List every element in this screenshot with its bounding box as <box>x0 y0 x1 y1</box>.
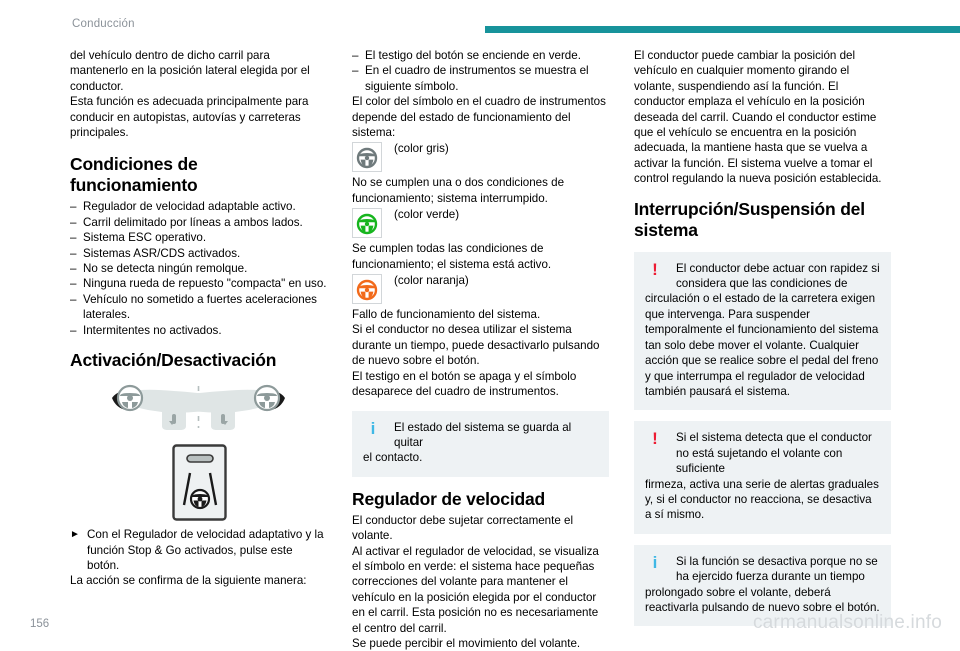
steering-wheel-icon <box>352 208 382 238</box>
watermark: carmanualsonline.info <box>752 612 942 633</box>
callout-lead: El conductor debe actuar con rapidez si considera que las condiciones de <box>676 261 880 291</box>
dashboards-illustration <box>70 384 327 436</box>
paragraph: Si el conductor no desea utilizar el sistema durante un tiempo, puede desactivarlo pulsando de nuevo sobre el botón. <box>352 323 600 368</box>
heading-activacion-desactivacion: Activación/Desactivación <box>70 350 277 371</box>
page-number: 156 <box>30 618 50 630</box>
section-title: Conducción <box>72 18 135 30</box>
conditions-list <box>70 199 327 338</box>
symbol-description: No se cumplen una o dos condiciones de funcionamiento; sistema interrumpido. <box>352 176 565 205</box>
callout-body: firmeza, activa una serie de alertas graduales y, si el conductor no reacciona, se desactiva a sí mismo. <box>645 477 879 522</box>
dashboard-figure <box>70 384 327 436</box>
steering-wheel-icon <box>352 274 382 304</box>
heading-condiciones-de-funcionamiento: Condiciones de funcionamiento <box>70 154 198 196</box>
symbol-description: Se cumplen todas las condiciones de funcionamiento; el sistema está activo. <box>352 242 552 271</box>
list-item: – No se detecta ningún remolque. <box>70 261 327 276</box>
callout-body: circulación o el estado de la carretera exigen que intervenga. Para suspender temporalmente el funcionamiento del sistema tan solo debe mover el volante. Cualquier acción que se realice sobre el pedal del freno y que interrumpa el regulador de velocidad también pausará el sistema. <box>645 292 879 398</box>
warning-callout-2 <box>634 421 891 533</box>
middle-column <box>352 48 609 651</box>
paragraph: El conductor debe sujetar correctamente el volante. <box>352 513 574 543</box>
lane-keeping-button-illustration <box>70 443 327 527</box>
header-rule <box>485 26 960 33</box>
exclamation-icon: ! <box>652 259 658 279</box>
steering-wheel-icon <box>352 142 382 172</box>
paragraph: El color del símbolo en el cuadro de instrumentos depende del estado de funcionamiento del sistema: <box>352 95 606 140</box>
paragraph: Al activar el regulador de velocidad, se visualiza el símbolo en verde: el sistema hace pequeñas correcciones del volante para mantener el vehículo en la posición elegida por el conductor en el carril. Esta posición no es necesariamente el centro del carril. <box>352 544 599 635</box>
warning-callout-1 <box>634 252 891 411</box>
list-item: – Intermitentes no activados. <box>70 323 327 338</box>
paragraph: del vehículo dentro de dicho carril para mantenerlo en la posición lateral elegida por el conductor. <box>70 49 310 93</box>
right-column <box>634 48 891 626</box>
callout-lead: El estado del sistema se guarda al quitar <box>394 420 572 449</box>
info-callout <box>352 411 609 477</box>
list-item: – Ninguna rueda de repuesto "compacta" en uso. <box>70 276 327 291</box>
symbol-color-label: (color gris) <box>394 142 449 156</box>
callout-lead: Si la función se desactiva porque no se ha ejercido fuerza durante un tiempo <box>676 554 878 584</box>
list-item: – Sistemas ASR/CDS activados. <box>70 246 327 261</box>
symbol-color-label: (color verde) <box>394 208 460 222</box>
callout-body: el contacto. <box>363 451 423 465</box>
symbol-description: Fallo de funcionamiento del sistema. <box>352 308 541 322</box>
symbol-row-green <box>352 207 609 241</box>
heading-interrupcion-suspension-del-sistema: Interrupción/Suspensión del sistema <box>634 198 865 240</box>
heading-regulador-de-velocidad: Regulador de velocidad <box>352 488 546 509</box>
exclamation-icon: ! <box>652 429 658 449</box>
paragraph: La acción se confirma de la siguiente manera: <box>70 574 307 588</box>
list-item: – Sistema ESC operativo. <box>70 230 327 245</box>
symbol-row-grey <box>352 141 609 175</box>
paragraph: El testigo en el botón se apaga y el símbolo desaparece del cuadro de instrumentos. <box>352 369 577 399</box>
callout-lead: Si el sistema detecta que el conductor no está sujetando el volante con suficiente <box>676 431 872 476</box>
paragraph: Se puede percibir el movimiento del volante. <box>352 636 581 650</box>
list-item: – Vehículo no sometido a fuertes aceleraciones laterales. <box>70 292 327 323</box>
info-icon: i <box>370 418 376 438</box>
confirmation-list <box>352 48 609 94</box>
paragraph: Esta función es adecuada principalmente para conducir en autopistas, autovías y carreteras principales. <box>70 95 309 140</box>
arrow-instruction: ► Con el Regulador de velocidad adaptativo y la función Stop & Go activados, pulse este botón. <box>70 527 327 573</box>
page-header <box>0 0 960 44</box>
left-column <box>70 48 327 589</box>
info-icon: i <box>652 552 658 572</box>
list-item: – Regulador de velocidad adaptable activo. <box>70 199 327 214</box>
button-figure <box>70 443 327 527</box>
list-item: – El testigo del botón se enciende en verde. <box>352 48 609 63</box>
list-item: – Carril delimitado por líneas a ambos lados. <box>70 215 327 230</box>
symbol-row-orange <box>352 273 609 307</box>
list-item: – En el cuadro de instrumentos se muestra el siguiente símbolo. <box>352 63 609 94</box>
paragraph: El conductor puede cambiar la posición del vehículo en cualquier momento girando el volante, suspendiendo así la función. El conductor emplaza el vehículo en la posición deseada del carril. Cuando el conductor estime que el vehículo se encuentra en la posición adecuada, la mantiene hasta que se vuelva a activar la función. El sistema vuelve a tomar el control regulando la nueva posición establecida. <box>634 49 882 186</box>
callout-body: prolongado sobre el volante, deberá reactivarla pulsando de nuevo sobre el botón. <box>645 585 880 614</box>
symbol-color-label: (color naranja) <box>394 274 469 288</box>
